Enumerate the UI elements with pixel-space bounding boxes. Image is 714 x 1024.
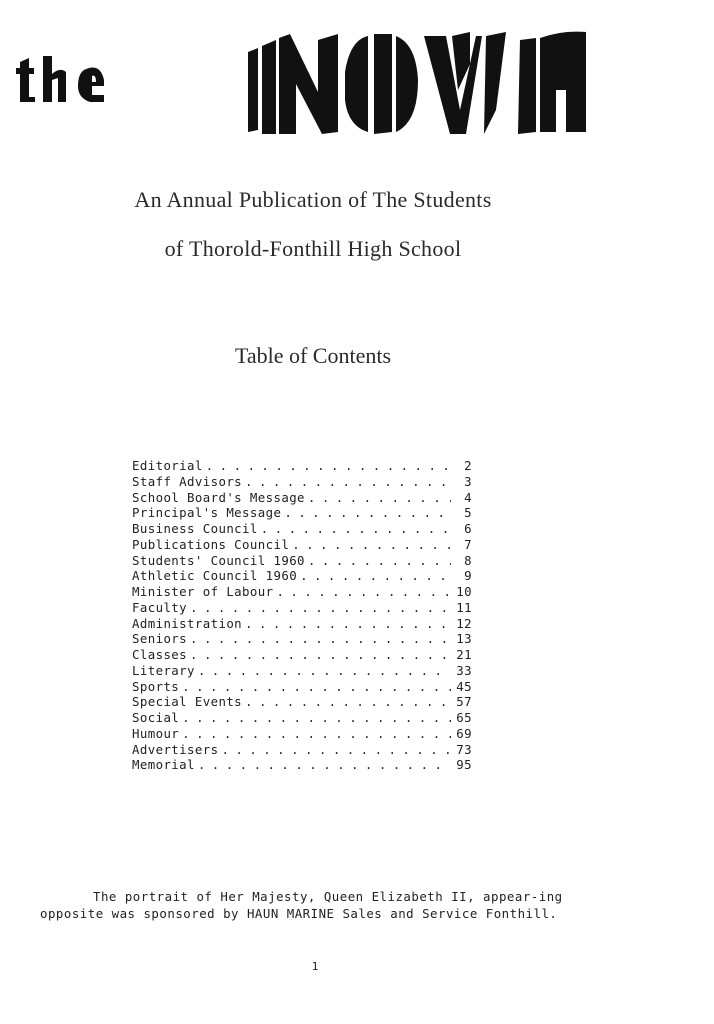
toc-leader-dots xyxy=(308,553,451,569)
toc-leader-dots xyxy=(206,458,451,474)
toc-leader-dots xyxy=(182,726,451,742)
toc-entry-title: Minister of Labour xyxy=(132,584,274,599)
toc-entry xyxy=(132,474,472,490)
toc-entry-title: Staff Advisors xyxy=(132,473,243,489)
toc-leader-dots xyxy=(261,521,451,537)
toc-entry-page: 45 xyxy=(456,678,472,694)
toc-leader-dots xyxy=(190,631,451,647)
toc-leader-dots xyxy=(300,568,451,584)
toc-entry-page: 5 xyxy=(464,505,472,521)
toc-leader-dots xyxy=(182,710,451,726)
toc-entry-page: 11 xyxy=(456,599,472,615)
toc-leader-dots xyxy=(292,537,451,553)
toc-entry-page: 13 xyxy=(456,631,472,647)
toc-entry-page: 6 xyxy=(464,521,472,536)
toc-leader-dots xyxy=(182,679,451,695)
toc-entry-page: 7 xyxy=(464,536,472,552)
toc-entry-page: 2 xyxy=(464,458,472,473)
toc-leader-dots xyxy=(190,647,451,663)
toc-heading: Table of Contents xyxy=(234,343,392,368)
toc-entry xyxy=(132,490,472,506)
toc-entry-page: 21 xyxy=(456,647,472,662)
toc-entry-title: Social xyxy=(132,710,180,725)
toc-leader-dots xyxy=(276,584,451,600)
toc-entry xyxy=(132,584,472,600)
toc-entry-title: Literary xyxy=(132,662,195,678)
toc-entry-title: Sports xyxy=(132,678,180,694)
toc-entry-page: 33 xyxy=(456,662,472,678)
toc-entry-title: Principal's Message xyxy=(132,505,282,521)
toc-entry-page: 73 xyxy=(456,741,472,757)
toc-entry xyxy=(132,616,472,632)
toc-entry-title: Students' Council 1960 xyxy=(132,552,305,568)
toc-entry xyxy=(132,505,472,521)
toc-entry xyxy=(132,537,472,553)
toc-entry xyxy=(132,710,472,726)
toc-entry-title: Business Council xyxy=(132,521,258,536)
toc-entry-page: 10 xyxy=(456,584,472,599)
toc-leader-dots xyxy=(190,600,451,616)
toc-leader-dots xyxy=(245,616,451,632)
toc-entry-page: 3 xyxy=(464,473,472,489)
toc-entry-title: Special Events xyxy=(132,694,243,710)
toc-entry-title: School Board's Message xyxy=(132,489,305,505)
subtitle-line-1: An Annual Publication of The Students xyxy=(134,187,492,212)
toc-entry-title: Publications Council xyxy=(132,536,290,552)
toc-entry-page: 65 xyxy=(456,710,472,725)
toc-entry-page: 12 xyxy=(456,615,472,631)
toc-entry-title: Seniors xyxy=(132,631,188,647)
sponsor-note: The portrait of Her Majesty, Queen Elizabeth II, appear-ing opposite was sponsored by HAUN MARINE Sales and Service Fonthill. xyxy=(40,889,563,921)
masthead-prefix-the xyxy=(16,56,104,102)
toc-entry xyxy=(132,553,472,569)
toc-entry xyxy=(132,631,472,647)
toc-entry xyxy=(132,568,472,584)
toc-entry-title: Faculty xyxy=(132,599,188,615)
subtitle-line-2: of Thorold-Fonthill High School xyxy=(164,236,462,261)
masthead xyxy=(0,0,714,150)
toc-entry-page: 57 xyxy=(456,694,472,710)
toc-entry-title: Administration xyxy=(132,615,243,631)
toc-entry-title: Athletic Council 1960 xyxy=(132,568,298,584)
toc-leader-dots xyxy=(221,742,451,758)
toc-entry-title: Memorial xyxy=(132,757,195,773)
toc-leader-dots xyxy=(198,663,451,679)
toc-entry-page: 95 xyxy=(456,757,472,773)
toc-entry xyxy=(132,458,472,474)
toc-entry-page: 8 xyxy=(464,552,472,568)
toc-entry-title: Advertisers xyxy=(132,741,219,757)
toc-entry xyxy=(132,600,472,616)
toc-entry-title: Classes xyxy=(132,647,188,662)
masthead-title-nova xyxy=(248,32,586,134)
toc-leader-dots xyxy=(198,757,451,773)
toc-entry xyxy=(132,647,472,663)
toc-entry xyxy=(132,742,472,758)
toc-entry xyxy=(132,726,472,742)
toc-entry xyxy=(132,757,472,773)
toc-entry xyxy=(132,679,472,695)
page-number: 1 xyxy=(311,960,319,973)
toc-entry-page: 69 xyxy=(456,725,472,741)
toc-leader-dots xyxy=(284,505,451,521)
toc-entry-title: Editorial xyxy=(132,458,203,473)
toc-entry-title: Humour xyxy=(132,725,180,741)
masthead-logo xyxy=(0,0,714,150)
toc-leader-dots xyxy=(245,474,451,490)
toc-entry-page: 9 xyxy=(464,568,472,584)
toc-leader-dots xyxy=(245,694,451,710)
toc-entry xyxy=(132,663,472,679)
toc-entry xyxy=(132,694,472,710)
table-of-contents xyxy=(132,458,472,773)
toc-entry xyxy=(132,521,472,537)
toc-leader-dots xyxy=(308,490,451,506)
toc-entry-page: 4 xyxy=(464,489,472,505)
